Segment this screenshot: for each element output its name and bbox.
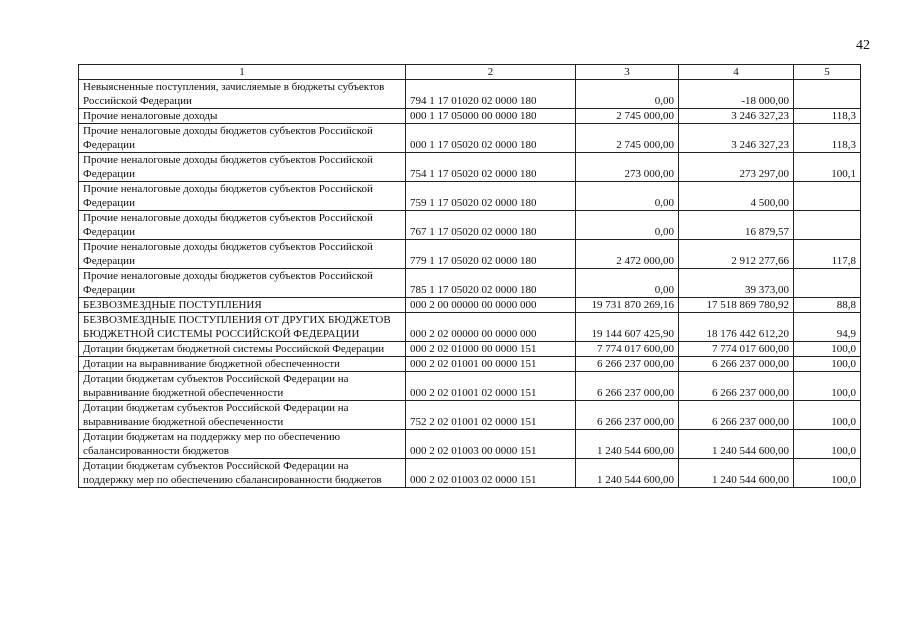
row-name-cell: Невыясненные поступления, зачисляемые в бюджеты субъектов Российской Федерации (79, 80, 406, 109)
row-percent-cell (794, 182, 861, 211)
row-actual-cell: 39 373,00 (679, 269, 794, 298)
row-plan-cell: 19 731 870 269,16 (576, 298, 679, 313)
row-actual-cell: 273 297,00 (679, 153, 794, 182)
table-row (79, 401, 861, 430)
row-name-cell: Прочие неналоговые доходы бюджетов субъектов Российской Федерации (79, 153, 406, 182)
row-name-cell: Дотации бюджетам субъектов Российской Федерации на выравнивание бюджетной обеспеченности (79, 401, 406, 430)
row-name-cell: БЕЗВОЗМЕЗДНЫЕ ПОСТУПЛЕНИЯ ОТ ДРУГИХ БЮДЖЕТОВ БЮДЖЕТНОЙ СИСТЕМЫ РОССИЙСКОЙ ФЕДЕРАЦИИ (79, 313, 406, 342)
row-percent-cell: 88,8 (794, 298, 861, 313)
table-row (79, 153, 861, 182)
row-plan-cell: 273 000,00 (576, 153, 679, 182)
row-actual-cell: 1 240 544 600,00 (679, 459, 794, 488)
row-plan-cell: 19 144 607 425,90 (576, 313, 679, 342)
row-plan-cell: 2 745 000,00 (576, 109, 679, 124)
row-percent-cell: 117,8 (794, 240, 861, 269)
row-actual-cell: 6 266 237 000,00 (679, 401, 794, 430)
row-code-cell: 794 1 17 01020 02 0000 180 (406, 80, 576, 109)
column-header-2: 2 (406, 65, 576, 80)
table-row (79, 430, 861, 459)
row-actual-cell: 16 879,57 (679, 211, 794, 240)
row-plan-cell: 0,00 (576, 182, 679, 211)
row-name-cell: Прочие неналоговые доходы бюджетов субъектов Российской Федерации (79, 182, 406, 211)
table-row (79, 357, 861, 372)
table-row (79, 182, 861, 211)
row-actual-cell: 4 500,00 (679, 182, 794, 211)
row-plan-cell: 1 240 544 600,00 (576, 459, 679, 488)
column-header-3: 3 (576, 65, 679, 80)
row-code-cell: 767 1 17 05020 02 0000 180 (406, 211, 576, 240)
row-plan-cell: 0,00 (576, 211, 679, 240)
table-row (79, 240, 861, 269)
row-code-cell: 754 1 17 05020 02 0000 180 (406, 153, 576, 182)
row-percent-cell (794, 211, 861, 240)
row-code-cell: 752 2 02 01001 02 0000 151 (406, 401, 576, 430)
table-header-row (79, 65, 861, 80)
row-plan-cell: 6 266 237 000,00 (576, 372, 679, 401)
row-actual-cell: 2 912 277,66 (679, 240, 794, 269)
table-row (79, 80, 861, 109)
table-row (79, 459, 861, 488)
table-row (79, 124, 861, 153)
row-code-cell: 000 1 17 05020 02 0000 180 (406, 124, 576, 153)
table-row (79, 372, 861, 401)
row-name-cell: Прочие неналоговые доходы бюджетов субъектов Российской Федерации (79, 240, 406, 269)
row-name-cell: БЕЗВОЗМЕЗДНЫЕ ПОСТУПЛЕНИЯ (79, 298, 406, 313)
row-percent-cell: 100,0 (794, 459, 861, 488)
row-plan-cell: 6 266 237 000,00 (576, 357, 679, 372)
row-code-cell: 000 2 02 01001 00 0000 151 (406, 357, 576, 372)
column-header-4: 4 (679, 65, 794, 80)
row-name-cell: Дотации на выравнивание бюджетной обеспеченности (79, 357, 406, 372)
row-actual-cell: 6 266 237 000,00 (679, 357, 794, 372)
row-actual-cell: 7 774 017 600,00 (679, 342, 794, 357)
table-row (79, 109, 861, 124)
row-name-cell: Дотации бюджетам на поддержку мер по обеспечению сбалансированности бюджетов (79, 430, 406, 459)
row-plan-cell: 7 774 017 600,00 (576, 342, 679, 357)
row-percent-cell: 118,3 (794, 124, 861, 153)
row-percent-cell: 100,1 (794, 153, 861, 182)
page-number: 42 (856, 38, 870, 53)
row-code-cell: 000 2 02 01003 02 0000 151 (406, 459, 576, 488)
budget-revenue-table (78, 64, 861, 488)
row-percent-cell (794, 80, 861, 109)
row-actual-cell: 6 266 237 000,00 (679, 372, 794, 401)
row-actual-cell: 17 518 869 780,92 (679, 298, 794, 313)
table-row (79, 313, 861, 342)
row-name-cell: Прочие неналоговые доходы бюджетов субъектов Российской Федерации (79, 269, 406, 298)
row-code-cell: 000 2 02 01003 00 0000 151 (406, 430, 576, 459)
row-name-cell: Дотации бюджетам субъектов Российской Федерации на поддержку мер по обеспечению сбалансированности бюджетов (79, 459, 406, 488)
row-plan-cell: 0,00 (576, 80, 679, 109)
row-name-cell: Прочие неналоговые доходы (79, 109, 406, 124)
row-name-cell: Прочие неналоговые доходы бюджетов субъектов Российской Федерации (79, 211, 406, 240)
row-code-cell: 779 1 17 05020 02 0000 180 (406, 240, 576, 269)
table-row (79, 342, 861, 357)
row-plan-cell: 2 745 000,00 (576, 124, 679, 153)
row-code-cell: 000 2 02 01000 00 0000 151 (406, 342, 576, 357)
row-plan-cell: 1 240 544 600,00 (576, 430, 679, 459)
table-row (79, 298, 861, 313)
row-percent-cell: 100,0 (794, 430, 861, 459)
row-code-cell: 000 2 02 00000 00 0000 000 (406, 313, 576, 342)
row-percent-cell: 100,0 (794, 372, 861, 401)
row-actual-cell: 1 240 544 600,00 (679, 430, 794, 459)
column-header-1: 1 (79, 65, 406, 80)
row-name-cell: Дотации бюджетам бюджетной системы Российской Федерации (79, 342, 406, 357)
row-code-cell: 759 1 17 05020 02 0000 180 (406, 182, 576, 211)
row-code-cell: 000 2 02 01001 02 0000 151 (406, 372, 576, 401)
row-percent-cell: 94,9 (794, 313, 861, 342)
row-code-cell: 000 2 00 00000 00 0000 000 (406, 298, 576, 313)
row-code-cell: 000 1 17 05000 00 0000 180 (406, 109, 576, 124)
table-row (79, 211, 861, 240)
row-actual-cell: 3 246 327,23 (679, 109, 794, 124)
row-percent-cell: 100,0 (794, 342, 861, 357)
row-name-cell: Прочие неналоговые доходы бюджетов субъектов Российской Федерации (79, 124, 406, 153)
table-row (79, 269, 861, 298)
column-header-5: 5 (794, 65, 861, 80)
row-actual-cell: 3 246 327,23 (679, 124, 794, 153)
row-percent-cell (794, 269, 861, 298)
row-plan-cell: 2 472 000,00 (576, 240, 679, 269)
row-code-cell: 785 1 17 05020 02 0000 180 (406, 269, 576, 298)
row-percent-cell: 100,0 (794, 357, 861, 372)
row-actual-cell: 18 176 442 612,20 (679, 313, 794, 342)
row-percent-cell: 100,0 (794, 401, 861, 430)
row-plan-cell: 0,00 (576, 269, 679, 298)
row-name-cell: Дотации бюджетам субъектов Российской Федерации на выравнивание бюджетной обеспеченности (79, 372, 406, 401)
row-plan-cell: 6 266 237 000,00 (576, 401, 679, 430)
row-percent-cell: 118,3 (794, 109, 861, 124)
row-actual-cell: -18 000,00 (679, 80, 794, 109)
